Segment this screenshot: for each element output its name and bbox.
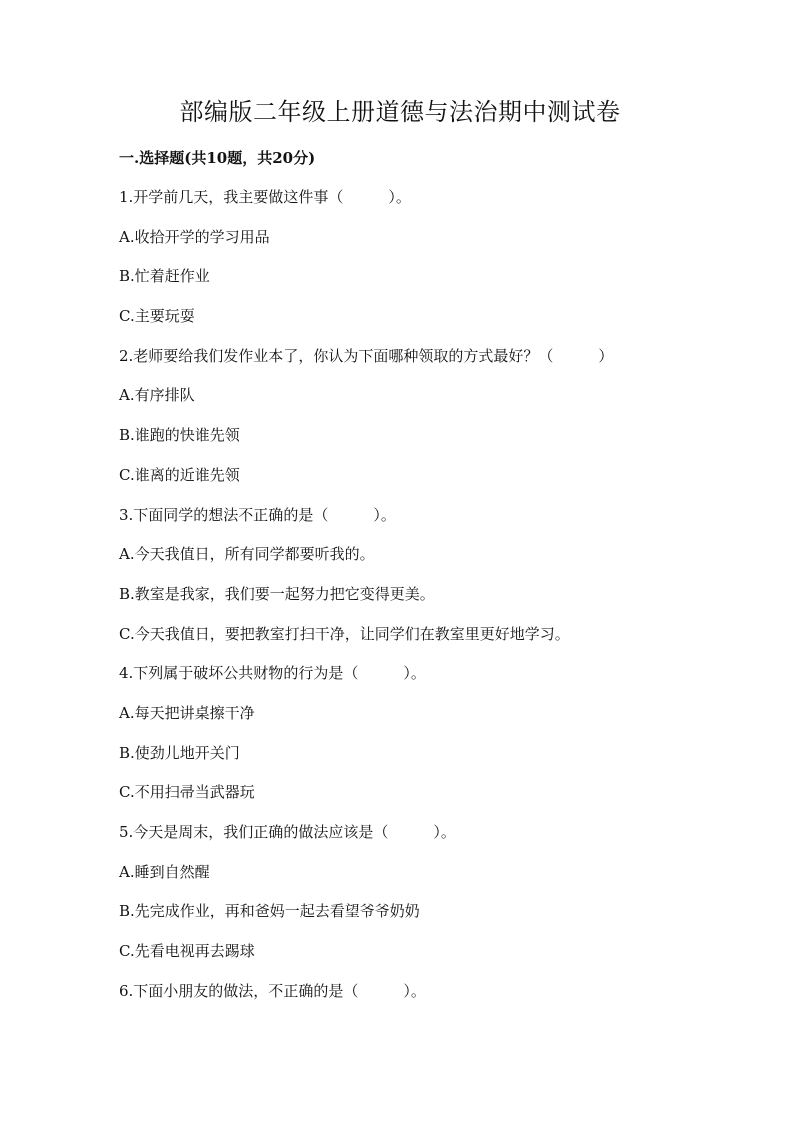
answer-option: B.谁跑的快谁先领: [119, 426, 240, 445]
question-stem: 5.今天是周末，我们正确的做法应该是（ ）。: [119, 823, 456, 841]
page-title: 部编版二年级上册道德与法治期中测试卷: [179, 98, 621, 126]
question-stem: 6.下面小朋友的做法，不正确的是（ ）。: [119, 981, 426, 1000]
question-stem: 1.开学前几天，我主要做这件事（ ）。: [119, 188, 411, 206]
answer-option: B.先完成作业，再和爸妈一起去看望爷爷奶奶: [119, 902, 420, 921]
answer-option: A.今天我值日，所有同学都要听我的。: [119, 545, 375, 564]
answer-option: C.谁离的近谁先领: [119, 465, 240, 484]
question-stem: 4.下列属于破坏公共财物的行为是（ ）。: [119, 664, 426, 683]
answer-option: A.每天把讲桌擦干净: [119, 703, 255, 722]
answer-option: C.先看电视再去踢球: [119, 942, 255, 961]
answer-option: B.忙着赶作业: [119, 267, 210, 286]
question-stem: 2.老师要给我们发作业本了，你认为下面哪种领取的方式最好？（ ）: [119, 346, 614, 365]
question-list: [119, 182, 739, 1015]
answer-option: C.不用扫帚当武器玩: [119, 783, 255, 802]
answer-option: A.有序排队: [119, 386, 195, 405]
question-stem: 3.下面同学的想法不正确的是（ ）。: [119, 505, 396, 524]
answer-option: A.收拾开学的学习用品: [119, 227, 270, 246]
answer-option: C.主要玩耍: [119, 307, 195, 326]
section-heading: 一.选择题(共10题，共20分): [119, 149, 316, 167]
answer-option: B.教室是我家，我们要一起努力把它变得更美。: [119, 584, 435, 603]
answer-option: B.使劲儿地开关门: [119, 743, 240, 762]
answer-option: C.今天我值日，要把教室打扫干净，让同学们在教室里更好地学习。: [119, 624, 570, 643]
answer-option: A.睡到自然醒: [119, 862, 210, 881]
